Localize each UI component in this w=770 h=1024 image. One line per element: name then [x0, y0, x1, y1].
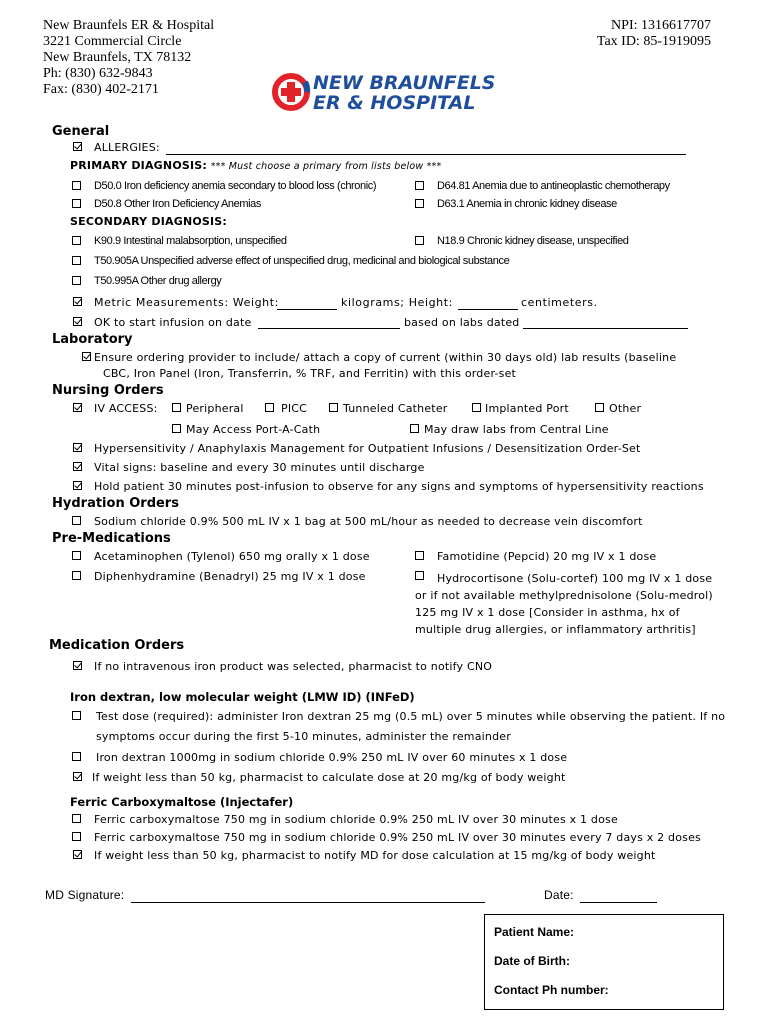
date-of-birth-label[interactable]: Date of Birth: [494, 954, 570, 968]
hospital-logo [271, 70, 501, 116]
iv-picc-label: PICC [281, 402, 308, 415]
logo-line-1: NEW BRAUNFELS [313, 72, 496, 94]
dx-k909-label: K90.9 Intestinal malabsorption, unspecified [94, 235, 287, 247]
md-signature-label: MD Signature: [45, 888, 125, 902]
iv-tunneled-checkbox[interactable] [329, 403, 338, 412]
dx-d631-label: D63.1 Anemia in chronic kidney disease [437, 198, 617, 210]
address-line: New Braunfels, TX 78132 [43, 50, 192, 65]
address-line: 3221 Commercial Circle [43, 34, 182, 49]
ok-infusion-label: OK to start infusion on date [94, 316, 252, 329]
section-medication-title: Medication Orders [49, 638, 185, 653]
hold-patient-checkbox[interactable] [73, 481, 82, 490]
hold-patient-label: Hold patient 30 minutes post-infusion to observe for any signs and symptoms of hypersensitivity reactions [94, 480, 704, 493]
dx-d6481-checkbox[interactable] [415, 181, 424, 190]
address-line: Fax: (830) 402-2171 [43, 82, 159, 97]
contact-number-label[interactable]: Contact Ph number: [494, 983, 609, 997]
vital-signs-label: Vital signs: baseline and every 30 minutes until discharge [94, 461, 425, 474]
sodium-chloride-label: Sodium chloride 0.9% 500 mL IV x 1 bag at 500 mL/hour as needed to decrease vein discomfort [94, 515, 643, 528]
sodium-chloride-checkbox[interactable] [72, 516, 81, 525]
acetaminophen-label: Acetaminophen (Tylenol) 650 mg orally x 1 dose [94, 550, 370, 563]
primary-diagnosis-note: *** Must choose a primary from lists below *** [210, 161, 442, 172]
section-premed-title: Pre-Medications [52, 531, 171, 546]
metric-height-label: kilograms; Height: [341, 296, 453, 309]
hydrocortisone-line: Hydrocortisone (Solu-cortef) 100 mg IV x 1 dose [437, 572, 713, 585]
lab-results-line-1: Ensure ordering provider to include/ attach a copy of current (within 30 days old) lab results (baseline [94, 351, 677, 364]
logo-line-2: ER & HOSPITAL [313, 92, 476, 114]
dx-t50995a-checkbox[interactable] [72, 276, 81, 285]
cross-logo-icon [271, 72, 311, 112]
tax-id: Tax ID: 85-1919095 [596, 34, 711, 49]
hydrocortisone-line: multiple drug allergies, or inflammatory arthritis] [415, 623, 696, 636]
iv-tunneled-label: Tunneled Catheter [343, 402, 448, 415]
infed-dose-checkbox[interactable] [72, 752, 81, 761]
dx-t50905a-checkbox[interactable] [72, 256, 81, 265]
iv-picc-checkbox[interactable] [265, 403, 274, 412]
npi: NPI: 1316617707 [611, 18, 711, 33]
port-a-cath-checkbox[interactable] [172, 424, 181, 433]
central-line-checkbox[interactable] [410, 424, 419, 433]
dx-d508-label: D50.8 Other Iron Deficiency Anemias [94, 198, 261, 210]
ferric-single-label: Ferric carboxymaltose 750 mg in sodium chloride 0.9% 250 mL IV over 30 minutes x 1 dose [94, 813, 618, 826]
primary-diagnosis-heading: PRIMARY DIAGNOSIS: [70, 159, 208, 172]
dx-d631-checkbox[interactable] [415, 199, 424, 208]
patient-name-label[interactable]: Patient Name: [494, 925, 575, 939]
hypersensitivity-checkbox[interactable] [73, 443, 82, 452]
infed-title: Iron dextran, low molecular weight (LMW ID) (INFeD) [70, 690, 415, 704]
lab-results-checkbox[interactable] [82, 352, 91, 361]
vital-signs-checkbox[interactable] [73, 462, 82, 471]
acetaminophen-checkbox[interactable] [72, 551, 81, 560]
dx-d6481-label: D64.81 Anemia due to antineoplastic chemotherapy [437, 180, 670, 192]
date-field[interactable] [580, 902, 657, 903]
section-hydration-title: Hydration Orders [52, 496, 179, 511]
date-label: Date: [544, 888, 574, 902]
no-iv-iron-label: If no intravenous iron product was selected, pharmacist to notify CNO [94, 660, 493, 673]
iv-implanted-checkbox[interactable] [472, 403, 481, 412]
ferric-double-checkbox[interactable] [72, 832, 81, 841]
iv-other-checkbox[interactable] [595, 403, 604, 412]
infed-test-dose-line-1: Test dose (required): administer Iron dextran 25 mg (0.5 mL) over 5 minutes while observing the patient. If no [96, 710, 726, 723]
dx-n189-label: N18.9 Chronic kidney disease, unspecified [437, 235, 629, 247]
dx-n189-checkbox[interactable] [415, 236, 424, 245]
metric-checkbox[interactable] [73, 297, 82, 306]
ferric-double-label: Ferric carboxymaltose 750 mg in sodium chloride 0.9% 250 mL IV over 30 minutes every 7 days x 2 doses [94, 831, 701, 844]
infed-weight-label: If weight less than 50 kg, pharmacist to calculate dose at 20 mg/kg of body weight [92, 771, 566, 784]
infed-test-dose-checkbox[interactable] [72, 711, 81, 720]
dx-t50905a-label: T50.905A Unspecified adverse effect of unspecified drug, medicinal and biological substance [94, 255, 510, 267]
height-field[interactable] [458, 309, 518, 310]
dx-d508-checkbox[interactable] [72, 199, 81, 208]
port-a-cath-label: May Access Port-A-Cath [186, 423, 321, 436]
hydrocortisone-line: or if not available methylprednisolone (Solu-medrol) [415, 589, 713, 602]
iv-access-checkbox[interactable] [73, 403, 82, 412]
allergies-field[interactable] [166, 154, 686, 155]
infed-test-dose-line-2: symptoms occur during the first 5-10 minutes, administer the remainder [96, 730, 511, 743]
weight-field[interactable] [277, 309, 337, 310]
ferric-title: Ferric Carboxymaltose (Injectafer) [70, 795, 294, 809]
central-line-label: May draw labs from Central Line [424, 423, 609, 436]
lab-results-line-2: CBC, Iron Panel (Iron, Transferrin, % TRF, and Ferritin) with this order-set [103, 367, 517, 380]
diphenhydramine-label: Diphenhydramine (Benadryl) 25 mg IV x 1 dose [94, 570, 366, 583]
labs-date-field[interactable] [523, 328, 688, 329]
famotidine-checkbox[interactable] [415, 551, 424, 560]
iv-other-label: Other [609, 402, 642, 415]
labs-dated-label: based on labs dated [404, 316, 520, 329]
iv-peripheral-label: Peripheral [186, 402, 244, 415]
centimeters-label: centimeters. [521, 296, 598, 309]
npi-block [597, 18, 711, 50]
iv-implanted-label: Implanted Port [485, 402, 569, 415]
md-signature-field[interactable] [131, 902, 485, 903]
patient-info-box [484, 914, 724, 1010]
ferric-single-checkbox[interactable] [72, 814, 81, 823]
dx-t50995a-label: T50.995A Other drug allergy [94, 275, 222, 287]
primary-diagnosis-label [70, 159, 441, 172]
iv-peripheral-checkbox[interactable] [172, 403, 181, 412]
section-general-title: General [52, 124, 110, 139]
secondary-diagnosis-label: SECONDARY DIAGNOSIS: [70, 215, 228, 228]
hospital-address [43, 18, 214, 98]
section-laboratory-title: Laboratory [52, 332, 133, 347]
dx-d500-checkbox[interactable] [72, 181, 81, 190]
infusion-date-field[interactable] [258, 328, 400, 329]
hydrocortisone-label [415, 570, 713, 638]
allergies-label: ALLERGIES: [94, 141, 160, 154]
infed-dose-label: Iron dextran 1000mg in sodium chloride 0.9% 250 mL IV over 60 minutes x 1 dose [96, 751, 568, 764]
ok-infusion-checkbox[interactable] [73, 317, 82, 326]
hydrocortisone-line: 125 mg IV x 1 dose [Consider in asthma, hx of [415, 606, 680, 619]
diphenhydramine-checkbox[interactable] [72, 571, 81, 580]
dx-k909-checkbox[interactable] [72, 236, 81, 245]
ferric-weight-label: If weight less than 50 kg, pharmacist to notify MD for dose calculation at 15 mg/kg of body weight [94, 849, 656, 862]
address-line: Ph: (830) 632-9843 [43, 66, 153, 81]
allergies-checkbox[interactable] [73, 142, 82, 151]
dx-d500-label: D50.0 Iron deficiency anemia secondary to blood loss (chronic) [94, 180, 377, 192]
address-line: New Braunfels ER & Hospital [43, 18, 215, 33]
hypersensitivity-label: Hypersensitivity / Anaphylaxis Management for Outpatient Infusions / Desensitization Order-Set [94, 442, 641, 455]
ferric-weight-checkbox[interactable] [73, 850, 82, 859]
famotidine-label: Famotidine (Pepcid) 20 mg IV x 1 dose [437, 550, 657, 563]
infed-weight-checkbox[interactable] [73, 772, 82, 781]
no-iv-iron-checkbox[interactable] [73, 661, 82, 670]
metric-weight-label: Metric Measurements: Weight: [94, 296, 279, 309]
section-nursing-title: Nursing Orders [52, 383, 164, 398]
iv-access-label: IV ACCESS: [94, 402, 158, 415]
